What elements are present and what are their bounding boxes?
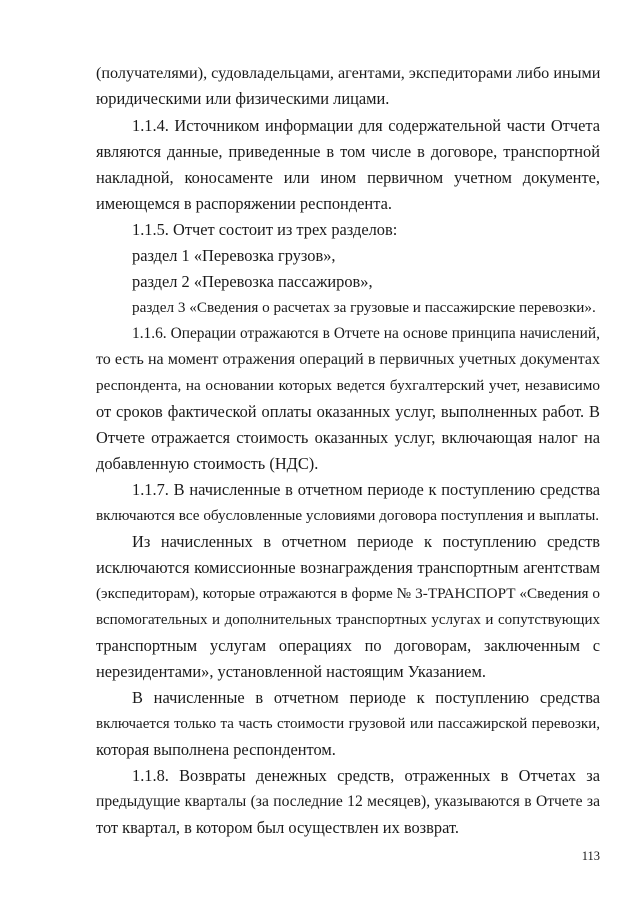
text-line: Из начисленных в отчетном периоде к поступлению средств (132, 532, 600, 551)
text-line: накладной, коносаменте или ином первичном учетном документе, (96, 168, 600, 187)
text-line: (экспедиторам), которые отражаются в форме № 3-ТРАНСПОРТ «Сведения о (96, 585, 600, 602)
text-line: (получателями), судовладельцами, агентами, экспедиторами либо иными (96, 64, 600, 82)
text-line: респондента, на основании которых ведется бухгалтерский учет, независимо (96, 377, 600, 394)
text-line: 1.1.7. В начисленные в отчетном периоде к поступлению средства (132, 480, 600, 499)
text-line: предыдущие кварталы (за последние 12 месяцев), указываются в Отчете за (96, 793, 600, 810)
page-number: 113 (581, 849, 600, 863)
text-line: 1.1.8. Возвраты денежных средств, отраженных в Отчетах за (132, 766, 600, 785)
text-line: раздел 2 «Перевозка пассажиров», (132, 272, 373, 291)
text-line: раздел 1 «Перевозка грузов», (132, 246, 336, 265)
text-line: юридическими или физическими лицами. (96, 89, 390, 108)
text-line: имеющемся в распоряжении респондента. (96, 194, 392, 213)
text-line: которая выполнена респондентом. (96, 740, 336, 759)
text-line: 1.1.5. Отчет состоит из трех разделов: (132, 220, 398, 239)
text-line: нерезидентами», установленной настоящим Указанием. (96, 662, 486, 681)
text-line: включается только та часть стоимости грузовой или пассажирской перевозки, (96, 716, 600, 732)
text-line: Отчете отражается стоимость оказанных услуг, включающая налог на (96, 428, 600, 447)
text-line: от сроков фактической оплаты оказанных услуг, выполненных работ. В (96, 402, 600, 421)
text-line: исключаются комиссионные вознаграждения транспортным агентствам (96, 558, 600, 577)
text-line: тот квартал, в котором был осуществлен их возврат. (96, 818, 459, 837)
text-line: являются данные, приведенные в том числе в договоре, транспортной (96, 142, 600, 161)
text-line: 1.1.6. Операции отражаются в Отчете на основе принципа начислений, (132, 325, 600, 342)
text-line: вспомогательных и дополнительных транспортных услугах и сопутствующих (96, 612, 600, 628)
text-line: добавленную стоимость (НДС). (96, 454, 319, 473)
text-line: транспортным услугам операциях по договорам, заключенным с (96, 636, 600, 655)
text-line: раздел 3 «Сведения о расчетах за грузовые и пассажирские перевозки». (132, 299, 596, 316)
text-line: В начисленные в отчетном периоде к поступлению средства (132, 688, 600, 707)
text-line: то есть на момент отражения операций в первичных учетных документах (96, 351, 600, 368)
text-line: включаются все обусловленные условиями договора поступления и выплаты. (96, 507, 600, 524)
text-line: 1.1.4. Источником информации для содержательной части Отчета (132, 116, 600, 135)
